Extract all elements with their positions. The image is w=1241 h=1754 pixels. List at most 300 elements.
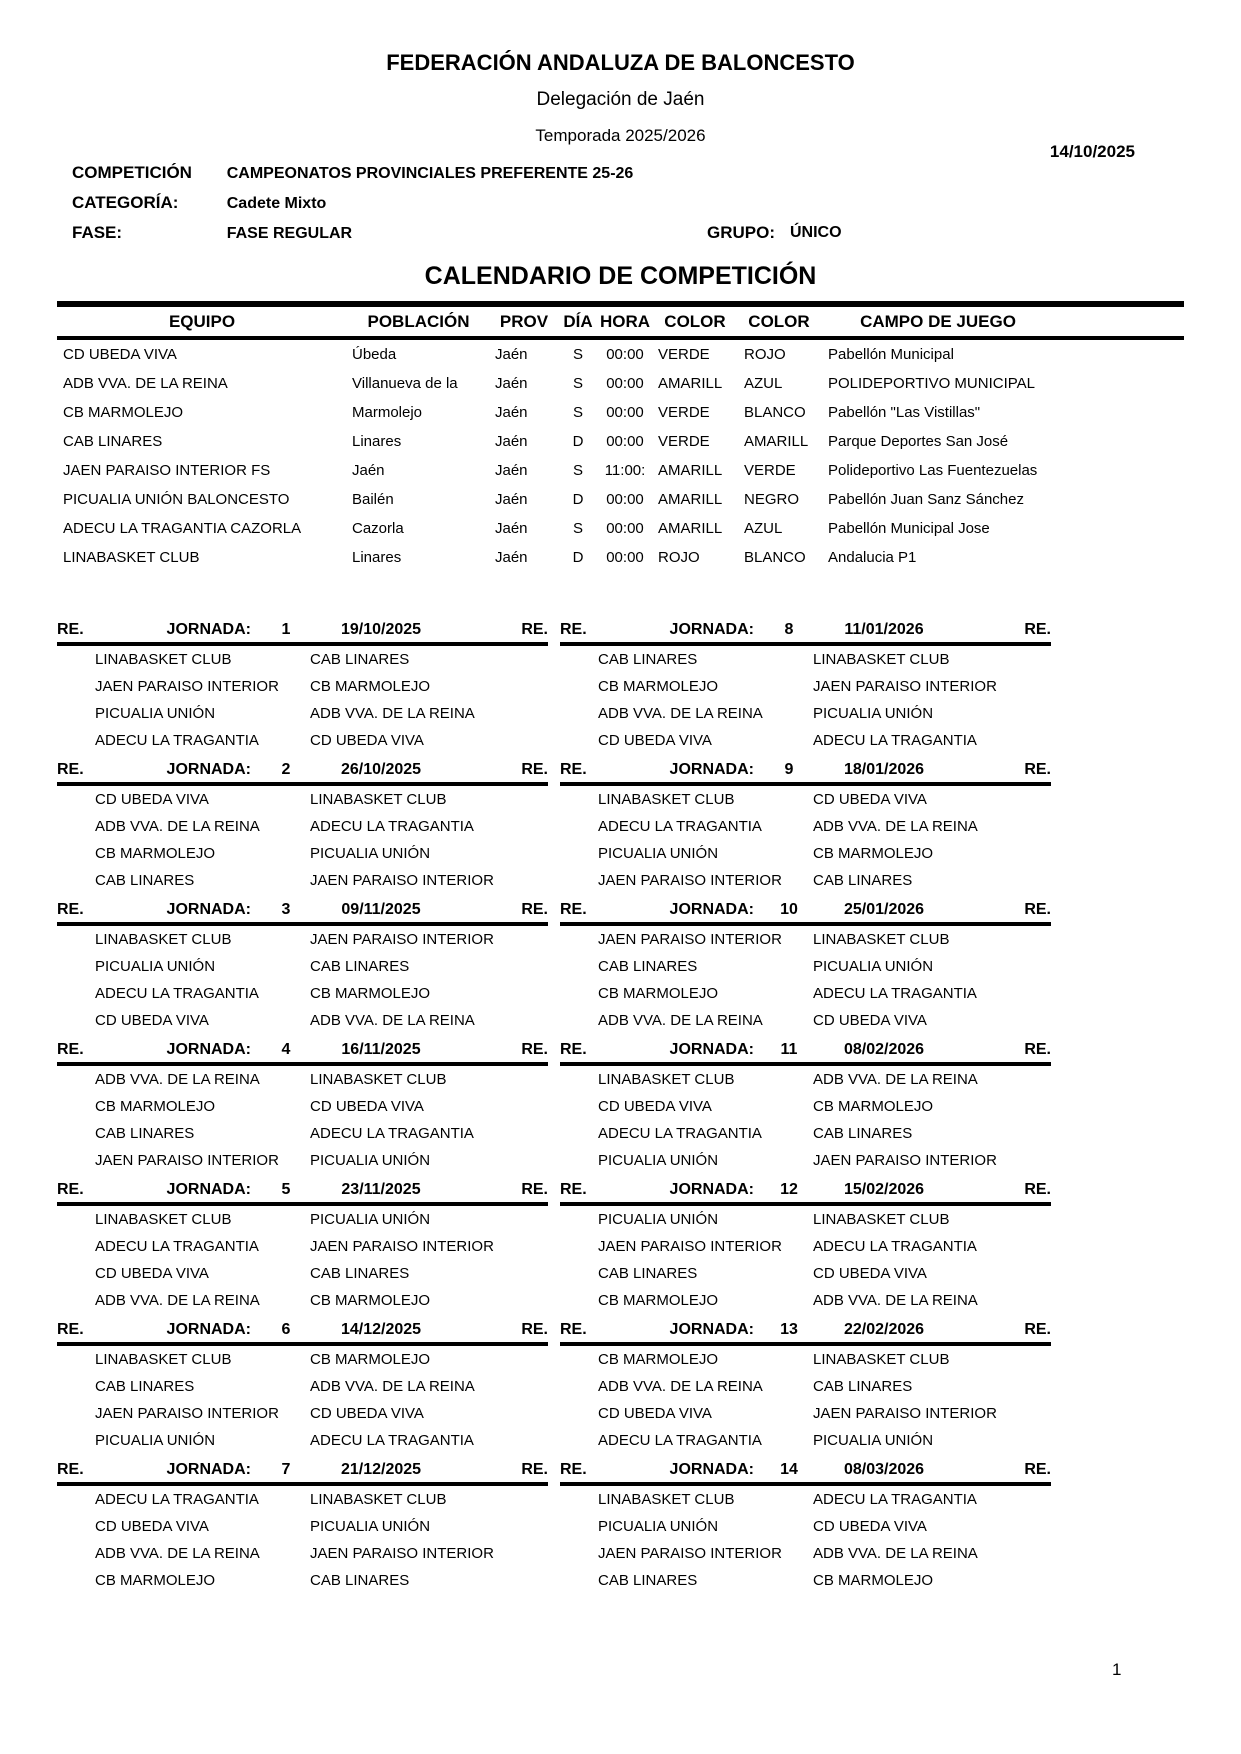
venue-cell: Pabellón "Las Vistillas"	[828, 404, 981, 421]
result-label-right: RE.	[1024, 1041, 1051, 1058]
home-team: CB MARMOLEJO	[598, 1292, 719, 1309]
match-row	[57, 926, 548, 953]
jornada-header	[560, 1040, 1051, 1066]
away-team: ADB VVA. DE LA REINA	[813, 1071, 978, 1088]
home-team: LINABASKET CLUB	[95, 1351, 232, 1368]
result-label-left: RE.	[57, 761, 84, 778]
jornada-date: 25/01/2026	[843, 901, 925, 918]
jornada-date: 23/11/2025	[341, 1181, 421, 1198]
team-name-cell: JAEN PARAISO INTERIOR FS	[63, 462, 271, 479]
match-row	[57, 980, 548, 1007]
venue-cell: Parque Deportes San José	[828, 433, 1009, 450]
away-team: CB MARMOLEJO	[813, 845, 934, 862]
grupo-label: GRUPO:	[707, 223, 775, 242]
home-team: CAB LINARES	[598, 651, 698, 668]
time-cell: 00:00	[606, 433, 644, 450]
match-row	[560, 673, 1051, 700]
away-team: CAB LINARES	[310, 651, 410, 668]
result-label-left: RE.	[560, 1461, 587, 1478]
home-team: JAEN PARAISO INTERIOR	[598, 931, 782, 948]
town-cell: Villanueva de la	[352, 375, 458, 392]
home-team: ADECU LA TRAGANTIA	[95, 1491, 259, 1508]
jornada-header	[560, 900, 1051, 926]
home-team: CB MARMOLEJO	[598, 1351, 719, 1368]
match-row	[560, 1093, 1051, 1120]
province-cell: Jaén	[495, 520, 528, 537]
town-cell: Linares	[352, 433, 402, 450]
province-cell: Jaén	[495, 346, 528, 363]
match-row	[57, 1120, 548, 1147]
away-team: LINABASKET CLUB	[310, 1491, 447, 1508]
category-value: Cadete Mixto	[226, 195, 327, 212]
result-label-left: RE.	[560, 1041, 587, 1058]
away-team: ADB VVA. DE LA REINA	[813, 818, 978, 835]
color1-cell: VERDE	[658, 433, 710, 450]
away-team: ADECU LA TRAGANTIA	[310, 818, 474, 835]
jornada-block	[57, 1180, 548, 1314]
jornada-label: JORNADA:	[166, 1181, 251, 1198]
jornada-date: 09/11/2025	[341, 901, 421, 918]
color2-cell: VERDE	[744, 462, 796, 479]
column-header: EQUIPO	[168, 312, 236, 331]
time-cell: 11:00:	[604, 462, 646, 479]
match-row	[560, 1066, 1051, 1093]
away-team: PICUALIA UNIÓN	[813, 1432, 934, 1449]
away-team: CD UBEDA VIVA	[310, 1098, 424, 1115]
match-row	[57, 1486, 548, 1513]
jornada-label: JORNADA:	[669, 1321, 754, 1338]
home-team: CAB LINARES	[95, 1125, 195, 1142]
match-row	[560, 926, 1051, 953]
time-cell: 00:00	[606, 404, 644, 421]
team-name-cell: CAB LINARES	[63, 433, 163, 450]
home-team: LINABASKET CLUB	[95, 1211, 232, 1228]
away-team: ADB VVA. DE LA REINA	[813, 1545, 978, 1562]
away-team: LINABASKET CLUB	[813, 651, 950, 668]
away-team: CD UBEDA VIVA	[813, 1265, 927, 1282]
away-team: CB MARMOLEJO	[310, 1351, 431, 1368]
team-name-cell: LINABASKET CLUB	[63, 549, 200, 566]
jornada-header	[560, 620, 1051, 646]
home-team: CD UBEDA VIVA	[95, 1518, 209, 1535]
match-row	[57, 1260, 548, 1287]
match-row	[560, 840, 1051, 867]
match-row	[560, 646, 1051, 673]
time-cell: 00:00	[606, 375, 644, 392]
match-row	[560, 1513, 1051, 1540]
match-row	[57, 1427, 548, 1454]
jornada-number: 5	[281, 1181, 291, 1198]
report-date: 14/10/2025	[1049, 142, 1135, 161]
column-header: PROV	[499, 312, 549, 331]
away-team: PICUALIA UNIÓN	[813, 705, 934, 722]
spacer	[441, 1460, 504, 1480]
jornada-label: JORNADA:	[669, 761, 754, 778]
away-team: LINABASKET CLUB	[310, 791, 447, 808]
day-cell: D	[572, 549, 584, 566]
home-team: ADECU LA TRAGANTIA	[95, 732, 259, 749]
home-team: ADB VVA. DE LA REINA	[95, 1545, 260, 1562]
match-row	[560, 1233, 1051, 1260]
away-team: PICUALIA UNIÓN	[310, 1211, 431, 1228]
away-team: PICUALIA UNIÓN	[813, 958, 934, 975]
column-header: CAMPO DE JUEGO	[860, 312, 1016, 331]
spacer	[441, 900, 504, 920]
away-team: CD UBEDA VIVA	[813, 1518, 927, 1535]
teams-table-header	[57, 301, 1184, 340]
jornada-header	[560, 1180, 1051, 1206]
away-team: CAB LINARES	[310, 1572, 410, 1589]
away-team: ADECU LA TRAGANTIA	[310, 1432, 474, 1449]
color2-cell: ROJO	[744, 346, 786, 363]
match-row	[560, 1540, 1051, 1567]
match-row	[560, 786, 1051, 813]
spacer	[441, 1320, 504, 1340]
jornada-header	[57, 1180, 548, 1206]
team-row	[57, 427, 1184, 456]
match-row	[57, 1233, 548, 1260]
home-team: CD UBEDA VIVA	[95, 1012, 209, 1029]
result-label-right: RE.	[521, 901, 548, 918]
away-team: CAB LINARES	[310, 1265, 410, 1282]
away-team: CAB LINARES	[813, 872, 913, 889]
match-row	[560, 953, 1051, 980]
province-cell: Jaén	[495, 491, 528, 508]
jornada-date: 11/01/2026	[844, 621, 924, 638]
away-team: CB MARMOLEJO	[813, 1098, 934, 1115]
home-team: PICUALIA UNIÓN	[598, 1152, 719, 1169]
away-team: JAEN PARAISO INTERIOR	[310, 931, 494, 948]
away-team: PICUALIA UNIÓN	[310, 1152, 431, 1169]
jornada-number: 2	[281, 761, 291, 778]
color2-cell: BLANCO	[744, 549, 806, 566]
jornadas-right-column	[560, 620, 1051, 1600]
team-row	[57, 543, 1184, 572]
away-team: ADECU LA TRAGANTIA	[813, 1238, 977, 1255]
venue-cell: Polideportivo Las Fuentezuelas	[828, 462, 1038, 479]
result-label-left: RE.	[57, 1321, 84, 1338]
spacer	[944, 620, 1007, 640]
federation-title: FEDERACIÓN ANDALUZA DE BALONCESTO	[386, 50, 855, 75]
home-team: PICUALIA UNIÓN	[598, 845, 719, 862]
day-cell: S	[572, 346, 583, 363]
category-label: CATEGORÍA:	[72, 193, 179, 212]
result-label-right: RE.	[1024, 1461, 1051, 1478]
match-row	[57, 700, 548, 727]
jornada-label: JORNADA:	[669, 1041, 754, 1058]
jornada-label: JORNADA:	[166, 621, 251, 638]
jornada-number: 8	[784, 621, 794, 638]
match-row	[57, 786, 548, 813]
match-row	[560, 867, 1051, 894]
away-team: ADB VVA. DE LA REINA	[310, 705, 475, 722]
jornada-block	[57, 1320, 548, 1454]
venue-cell: Pabellón Juan Sanz Sánchez	[828, 491, 1024, 508]
team-row	[57, 485, 1184, 514]
home-team: CB MARMOLEJO	[598, 678, 719, 695]
spacer	[441, 760, 504, 780]
team-row	[57, 514, 1184, 543]
calendar-grid	[57, 620, 1241, 1600]
color1-cell: AMARILL	[658, 491, 723, 508]
color2-cell: AZUL	[744, 375, 783, 392]
match-row	[560, 1287, 1051, 1314]
column-header: DÍA	[563, 312, 593, 331]
jornada-block	[560, 620, 1051, 754]
color2-cell: AZUL	[744, 520, 783, 537]
teams-table	[57, 301, 1184, 572]
category-row	[72, 188, 1241, 218]
spacer	[944, 1180, 1007, 1200]
match-row	[560, 1400, 1051, 1427]
jornada-block	[560, 900, 1051, 1034]
away-team: JAEN PARAISO INTERIOR	[813, 1152, 997, 1169]
jornadas-left-column	[57, 620, 548, 1600]
team-name-cell: CB MARMOLEJO	[63, 404, 184, 421]
spacer	[944, 1040, 1007, 1060]
home-team: ADECU LA TRAGANTIA	[95, 1238, 259, 1255]
color2-cell: AMARILL	[744, 433, 809, 450]
season-line: Temporada 2025/2026	[535, 126, 706, 145]
town-cell: Jaén	[352, 462, 385, 479]
away-team: CAB LINARES	[813, 1378, 913, 1395]
spacer	[944, 900, 1007, 920]
jornada-header	[57, 760, 548, 786]
day-cell: D	[572, 433, 584, 450]
match-row	[560, 1147, 1051, 1174]
jornada-number: 3	[281, 901, 291, 918]
home-team: CD UBEDA VIVA	[95, 1265, 209, 1282]
home-team: PICUALIA UNIÓN	[95, 705, 216, 722]
column-header: COLOR	[748, 312, 810, 331]
match-row	[560, 813, 1051, 840]
match-row	[560, 1260, 1051, 1287]
match-row	[57, 1373, 548, 1400]
result-label-right: RE.	[1024, 621, 1051, 638]
jornada-header	[560, 760, 1051, 786]
jornada-date: 26/10/2025	[340, 761, 422, 778]
fase-row	[72, 218, 1241, 248]
away-team: ADECU LA TRAGANTIA	[310, 1125, 474, 1142]
jornada-number: 6	[281, 1321, 291, 1338]
result-label-right: RE.	[521, 1041, 548, 1058]
venue-cell: POLIDEPORTIVO MUNICIPAL	[828, 375, 1035, 392]
competition-label: COMPETICIÓN	[72, 163, 192, 182]
away-team: CAB LINARES	[813, 1125, 913, 1142]
province-cell: Jaén	[495, 462, 528, 479]
venue-cell: Andalucia P1	[828, 549, 917, 566]
jornada-number: 4	[281, 1041, 291, 1058]
color1-cell: AMARILL	[658, 520, 723, 537]
jornada-block	[560, 760, 1051, 894]
day-cell: S	[572, 520, 583, 537]
town-cell: Linares	[352, 549, 402, 566]
home-team: ADECU LA TRAGANTIA	[598, 1125, 762, 1142]
color1-cell: AMARILL	[658, 462, 723, 479]
spacer	[944, 760, 1007, 780]
jornada-number: 10	[780, 901, 798, 918]
home-team: ADB VVA. DE LA REINA	[95, 818, 260, 835]
result-label-right: RE.	[521, 1461, 548, 1478]
home-team: PICUALIA UNIÓN	[598, 1211, 719, 1228]
match-row	[57, 1147, 548, 1174]
home-team: ADECU LA TRAGANTIA	[95, 985, 259, 1002]
jornada-block	[57, 620, 548, 754]
home-team: JAEN PARAISO INTERIOR	[95, 1152, 279, 1169]
spacer	[944, 1320, 1007, 1340]
match-row	[57, 1346, 548, 1373]
jornada-date: 08/03/2026	[843, 1461, 925, 1478]
color2-cell: NEGRO	[744, 491, 800, 508]
home-team: LINABASKET CLUB	[598, 1071, 735, 1088]
result-label-right: RE.	[1024, 761, 1051, 778]
jornada-block	[560, 1040, 1051, 1174]
team-row	[57, 398, 1184, 427]
home-team: CB MARMOLEJO	[95, 845, 216, 862]
result-label-left: RE.	[57, 901, 84, 918]
result-label-right: RE.	[521, 621, 548, 638]
team-name-cell: CD UBEDA VIVA	[63, 346, 177, 363]
home-team: ADB VVA. DE LA REINA	[598, 1012, 763, 1029]
match-row	[560, 727, 1051, 754]
match-row	[560, 1373, 1051, 1400]
color1-cell: AMARILL	[658, 375, 723, 392]
spacer	[441, 1040, 504, 1060]
home-team: CAB LINARES	[95, 1378, 195, 1395]
result-label-left: RE.	[560, 761, 587, 778]
province-cell: Jaén	[495, 433, 528, 450]
color1-cell: VERDE	[658, 404, 710, 421]
column-header: HORA	[599, 312, 651, 331]
match-row	[57, 1400, 548, 1427]
jornada-date: 15/02/2026	[843, 1181, 925, 1198]
day-cell: S	[572, 404, 583, 421]
home-team: ADB VVA. DE LA REINA	[95, 1071, 260, 1088]
venue-cell: Pabellón Municipal	[828, 346, 954, 363]
home-team: JAEN PARAISO INTERIOR	[598, 872, 782, 889]
time-cell: 00:00	[606, 346, 644, 363]
away-team: CB MARMOLEJO	[310, 985, 431, 1002]
delegation-subtitle: Delegación de Jaén	[536, 89, 705, 110]
away-team: JAEN PARAISO INTERIOR	[310, 1238, 494, 1255]
team-name-cell: ADECU LA TRAGANTIA CAZORLA	[63, 520, 302, 537]
result-label-right: RE.	[521, 1181, 548, 1198]
home-team: ADB VVA. DE LA REINA	[598, 705, 763, 722]
away-team: PICUALIA UNIÓN	[310, 1518, 431, 1535]
jornada-label: JORNADA:	[166, 761, 251, 778]
away-team: ADB VVA. DE LA REINA	[813, 1292, 978, 1309]
result-label-right: RE.	[521, 1321, 548, 1338]
jornada-label: JORNADA:	[669, 621, 754, 638]
result-label-left: RE.	[57, 1041, 84, 1058]
match-row	[560, 1206, 1051, 1233]
jornada-header	[57, 1040, 548, 1066]
away-team: LINABASKET CLUB	[813, 931, 950, 948]
town-cell: Bailén	[352, 491, 394, 508]
home-team: JAEN PARAISO INTERIOR	[95, 1405, 279, 1422]
match-row	[57, 727, 548, 754]
match-row	[57, 867, 548, 894]
jornada-number: 14	[780, 1461, 798, 1478]
match-row	[57, 840, 548, 867]
match-row	[57, 1540, 548, 1567]
match-row	[560, 1346, 1051, 1373]
away-team: JAEN PARAISO INTERIOR	[813, 678, 997, 695]
team-name-cell: ADB VVA. DE LA REINA	[63, 375, 228, 392]
competition-value: CAMPEONATOS PROVINCIALES PREFERENTE 25-26	[226, 165, 634, 182]
match-row	[560, 1007, 1051, 1034]
home-team: PICUALIA UNIÓN	[95, 1432, 216, 1449]
home-team: LINABASKET CLUB	[95, 931, 232, 948]
match-row	[57, 1093, 548, 1120]
away-team: ADB VVA. DE LA REINA	[310, 1012, 475, 1029]
result-label-left: RE.	[57, 1461, 84, 1478]
away-team: CAB LINARES	[310, 958, 410, 975]
time-cell: 00:00	[606, 491, 644, 508]
column-header: COLOR	[664, 312, 726, 331]
home-team: ADB VVA. DE LA REINA	[598, 1378, 763, 1395]
away-team: LINABASKET CLUB	[310, 1071, 447, 1088]
away-team: JAEN PARAISO INTERIOR	[310, 1545, 494, 1562]
jornada-date: 18/01/2026	[843, 761, 925, 778]
province-cell: Jaén	[495, 375, 528, 392]
away-team: CB MARMOLEJO	[813, 1572, 934, 1589]
result-label-left: RE.	[560, 901, 587, 918]
town-cell: Úbeda	[352, 346, 397, 363]
away-team: ADECU LA TRAGANTIA	[813, 732, 977, 749]
team-row	[57, 369, 1184, 398]
color1-cell: VERDE	[658, 346, 710, 363]
page-title: CALENDARIO DE COMPETICIÓN	[424, 262, 817, 290]
jornada-label: JORNADA:	[166, 1461, 251, 1478]
result-label-left: RE.	[560, 1321, 587, 1338]
jornada-number: 7	[281, 1461, 291, 1478]
jornada-date: 14/12/2025	[340, 1321, 422, 1338]
home-team: ADB VVA. DE LA REINA	[95, 1292, 260, 1309]
jornada-number: 13	[780, 1321, 798, 1338]
jornada-number: 9	[784, 761, 794, 778]
result-label-right: RE.	[1024, 1181, 1051, 1198]
result-label-left: RE.	[560, 1181, 587, 1198]
jornada-block	[57, 760, 548, 894]
jornada-number: 11	[780, 1041, 798, 1058]
jornada-block	[57, 1040, 548, 1174]
match-row	[57, 953, 548, 980]
match-row	[560, 980, 1051, 1007]
match-row	[57, 1007, 548, 1034]
home-team: JAEN PARAISO INTERIOR	[598, 1545, 782, 1562]
jornada-label: JORNADA:	[669, 1181, 754, 1198]
match-row	[560, 1427, 1051, 1454]
home-team: CD UBEDA VIVA	[598, 732, 712, 749]
jornada-header	[57, 620, 548, 646]
result-label-left: RE.	[57, 1181, 84, 1198]
jornada-number: 12	[780, 1181, 798, 1198]
match-row	[57, 813, 548, 840]
team-name-cell: PICUALIA UNIÓN BALONCESTO	[63, 491, 290, 508]
match-row	[57, 673, 548, 700]
jornada-block	[57, 900, 548, 1034]
time-cell: 00:00	[606, 520, 644, 537]
match-row	[57, 1206, 548, 1233]
home-team: LINABASKET CLUB	[598, 791, 735, 808]
jornada-header	[57, 1320, 548, 1346]
home-team: ADECU LA TRAGANTIA	[598, 818, 762, 835]
home-team: CAB LINARES	[598, 1572, 698, 1589]
jornada-date: 19/10/2025	[340, 621, 422, 638]
home-team: JAEN PARAISO INTERIOR	[95, 678, 279, 695]
away-team: CB MARMOLEJO	[310, 678, 431, 695]
